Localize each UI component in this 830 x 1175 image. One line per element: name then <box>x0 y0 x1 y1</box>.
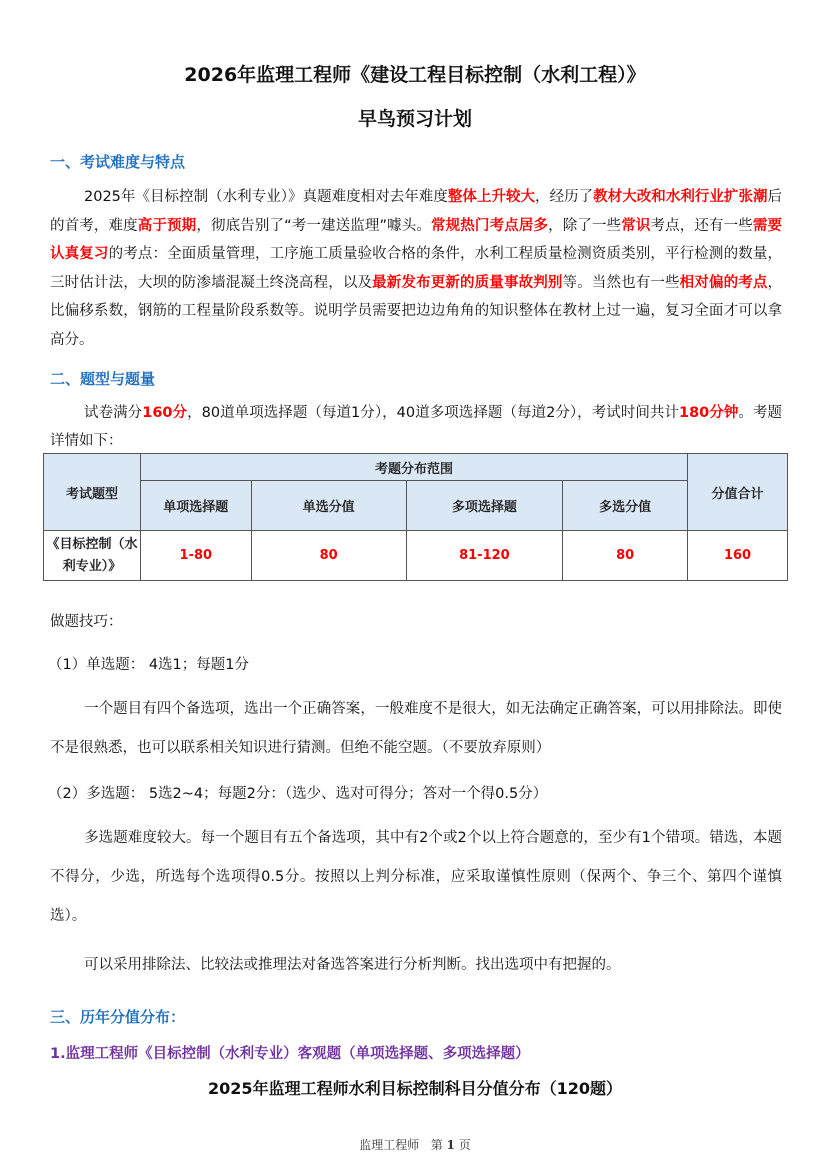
text-run: ，80道单项选择题（每道1分），40道多项选择题（每道2分），考试时间共计 <box>187 405 679 421</box>
page-footer <box>0 1136 830 1153</box>
highlight-text: 常识 <box>621 217 651 234</box>
highlight-text: 180分钟 <box>679 405 739 421</box>
header-exam-type: 考试题型 <box>44 454 141 531</box>
section-heading-question-types: 二、题型与题量 <box>50 370 156 388</box>
page-number: 1 <box>446 1138 455 1152</box>
cell-single-score: 80 <box>251 531 406 581</box>
text-run: ，比偏移系数，钢筋的工程量阶段系数等。说明学员需要把边边角角的知识整体在教材上过一遍，复习全面才可以拿高分。 <box>50 274 783 348</box>
tips-multi-title: （2）多选题： 5选2~4；每题2分：（选少、选对可得分；答对一个得0.5分） <box>48 786 548 802</box>
text-run: 可以采用排除法、比较法或推理法对备选答案进行分析判断。找出选项中有把握的。 <box>84 957 621 973</box>
highlight-text: 常规热门考点居多 <box>431 217 549 234</box>
tips-single-title: （1）单选题： 4选1；每题1分 <box>48 657 250 673</box>
text-run: 后的首考，难度 <box>50 189 783 234</box>
text-run: 多选题难度较大。每一个题目有五个备选项，其中有2个或2个以上符合题意的，至少有1个错项。错选，本题不得分，少选，所选每个选项得0.5分。按照以上判分标准，应采取谨慎性原则（保两个、争三个、第四个谨慎选）。 <box>50 830 782 924</box>
highlight-text: 整体上升较大 <box>447 189 536 205</box>
tips-multi-body <box>50 819 782 936</box>
highlight-text: 最新发布更新的质量事故判别 <box>372 274 563 291</box>
text-run: ，彻底告别了“考一建送监理”噱头。 <box>196 217 432 234</box>
tips-single-body <box>50 690 782 768</box>
footer-page-prefix: 第 <box>430 1138 443 1152</box>
cell-multi-range: 81-120 <box>406 531 563 581</box>
highlight-text: 教材大改和水利行业扩张潮 <box>593 189 768 205</box>
text-run: 一个题目有四个备选项，选出一个正确答案，一般难度不是很大，如无法确定正确答案，可以用排除法。即使不是很熟悉，也可以联系相关知识进行猜测。但绝不能空题。（不要放弃原则） <box>50 701 782 756</box>
header-multi-choice: 多项选择题 <box>406 481 563 531</box>
row-label: 《目标控制（水利专业）》 <box>44 531 141 581</box>
text-run: ，经历了 <box>535 189 594 205</box>
footer-page-suffix: 页 <box>458 1138 471 1152</box>
table-row <box>44 531 788 581</box>
cell-single-range: 1-80 <box>140 531 251 581</box>
section-heading-difficulty: 一、考试难度与特点 <box>50 153 186 171</box>
exam-distribution-table <box>43 453 788 581</box>
cell-multi-score: 80 <box>563 531 688 581</box>
header-multi-score: 多选分值 <box>563 481 688 531</box>
text-run: 2025年《目标控制（水利专业）》真题难度相对去年难度 <box>84 189 448 205</box>
cell-total-score: 160 <box>688 531 788 581</box>
text-run: ，除了一些 <box>548 217 622 234</box>
text-run: 考点，还有一些 <box>650 217 753 234</box>
tips-method <box>50 953 782 977</box>
text-run: 的考点：全面质量管理，工序施工质量验收合格的条件，水利工程质量检测资质类别，平行检测的数量，三时估计法，大坝的防渗墙混凝土终浇高程，以及 <box>50 246 783 291</box>
text-run: 试卷满分 <box>84 405 143 421</box>
difficulty-paragraph <box>50 183 782 355</box>
subsection-heading-objective: 1.监理工程师《目标控制（水利专业）客观题（单项选择题、多项选择题） <box>50 1046 530 1062</box>
highlight-text: 160分 <box>142 405 188 421</box>
header-total-score: 分值合计 <box>688 454 788 531</box>
header-single-choice: 单项选择题 <box>140 481 251 531</box>
header-distribution-range: 考题分布范围 <box>140 454 687 481</box>
question-types-paragraph <box>50 399 782 455</box>
highlight-text: 高于预期 <box>137 217 197 234</box>
doc-title: 2026年监理工程师《建设工程目标控制（水利工程）》 <box>184 64 646 86</box>
highlight-text: 相对偏的考点 <box>679 274 768 291</box>
section-heading-score-distribution: 三、历年分值分布： <box>50 1008 186 1026</box>
highlight-text: 需要认真复习 <box>50 217 783 263</box>
text-run: 等。当然也有一些 <box>562 274 680 291</box>
chart-title: 2025年监理工程师水利目标控制科目分值分布（120题） <box>208 1079 622 1098</box>
doc-subtitle: 早鸟预习计划 <box>357 108 472 130</box>
footer-text: 监理工程师 <box>359 1138 420 1152</box>
tips-intro: 做题技巧： <box>50 614 123 630</box>
header-single-score: 单选分值 <box>251 481 406 531</box>
text-run: 。考题详情如下： <box>50 405 782 449</box>
